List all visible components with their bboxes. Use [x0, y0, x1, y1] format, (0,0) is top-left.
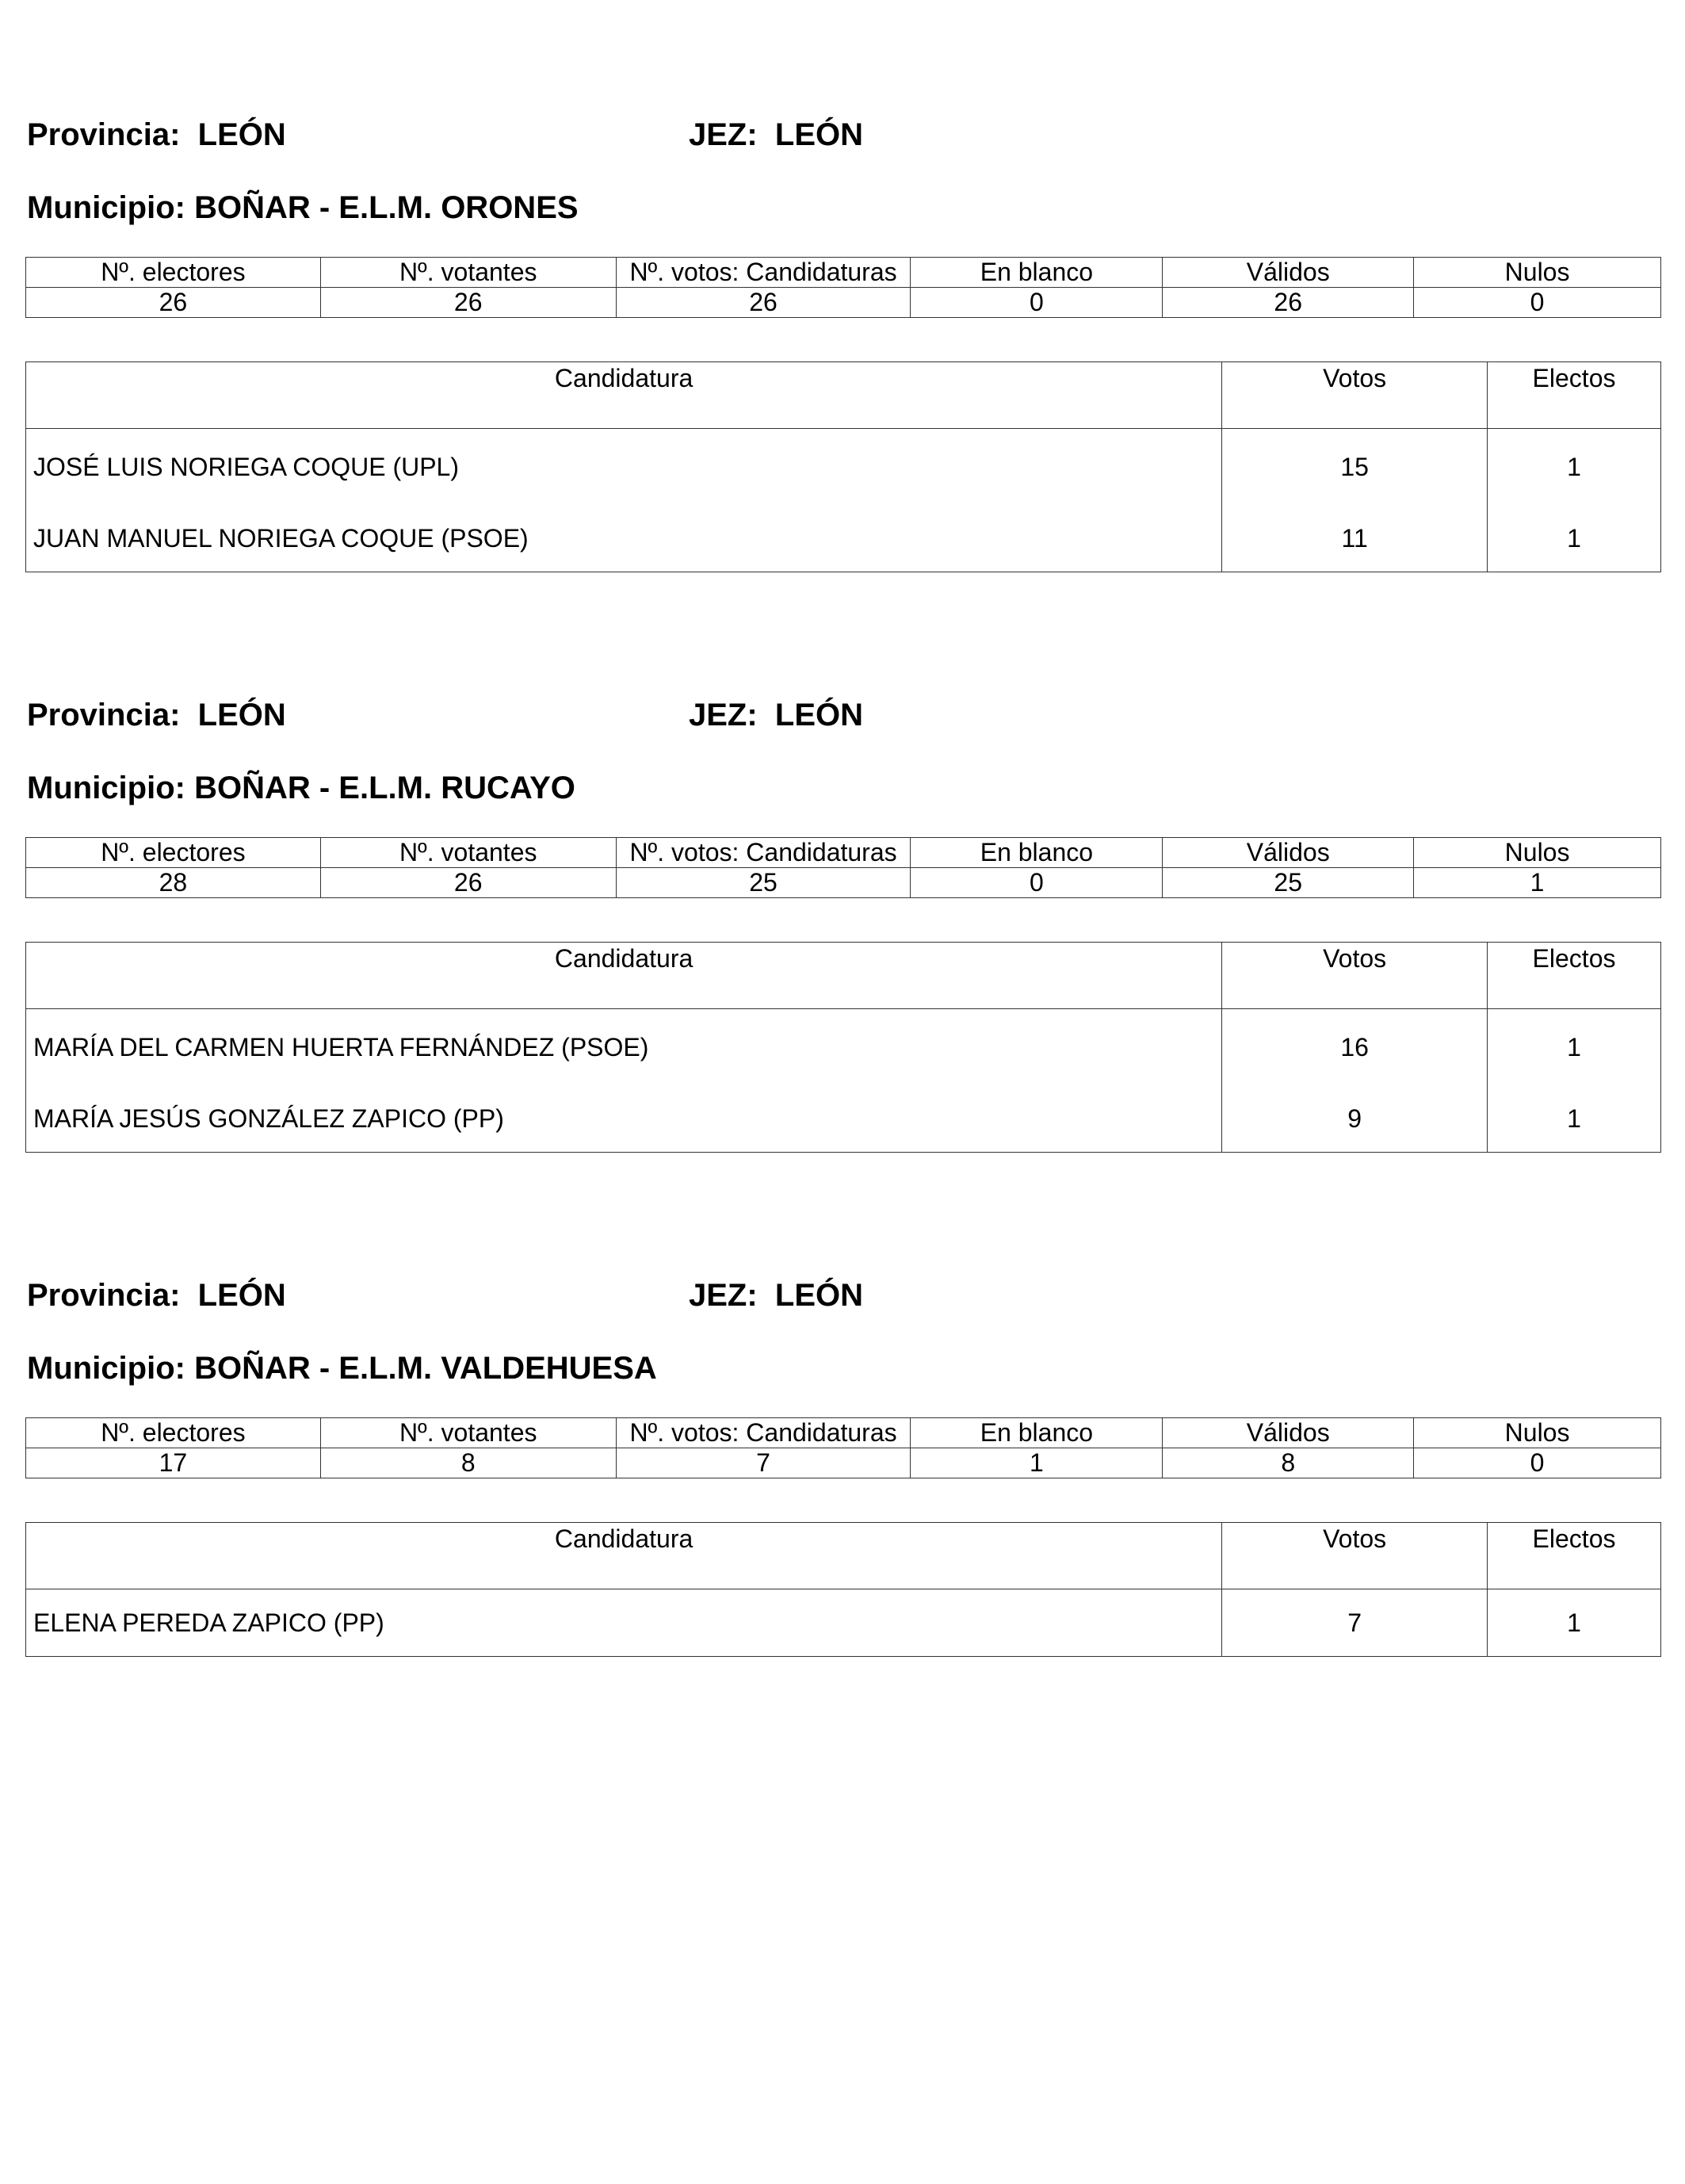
candidate-votos: 15 [1222, 429, 1488, 506]
stats-header-votos-candidaturas: Nº. votos: Candidaturas [616, 1418, 911, 1448]
stats-header-en-blanco: En blanco [911, 838, 1163, 868]
candidate-electos: 1 [1488, 1009, 1661, 1086]
jez-label: JEZ: [689, 117, 758, 152]
candidates-table [25, 942, 1661, 1153]
jez-line [689, 1278, 863, 1314]
votos-header: Votos [1222, 943, 1488, 1009]
municipio-value: BOÑAR - E.L.M. VALDEHUESA [194, 1351, 657, 1386]
stats-header-votantes: Nº. votantes [320, 1418, 616, 1448]
jez-label: JEZ: [689, 1278, 758, 1313]
candidate-electos: 1 [1488, 1085, 1661, 1153]
candidates-header-row [26, 1523, 1661, 1589]
candidate-votos: 11 [1222, 505, 1488, 572]
candidate-row [26, 429, 1661, 506]
stats-en-blanco: 0 [911, 288, 1163, 318]
candidate-row [26, 505, 1661, 572]
stats-header-row [26, 258, 1661, 288]
municipio-title [27, 1351, 657, 1387]
stats-votantes: 26 [320, 868, 616, 898]
stats-table [25, 257, 1661, 318]
stats-header-en-blanco: En blanco [911, 1418, 1163, 1448]
candidatura-header: Candidatura [26, 1523, 1222, 1589]
stats-votos-candidaturas: 25 [616, 868, 911, 898]
stats-electores: 26 [26, 288, 321, 318]
header-line [25, 698, 1661, 737]
candidates-table [25, 361, 1661, 572]
provincia-label: Provincia: [27, 1278, 181, 1313]
stats-electores: 28 [26, 868, 321, 898]
stats-header-electores: Nº. electores [26, 258, 321, 288]
candidates-header-row [26, 943, 1661, 1009]
section-valdehuesa [25, 1278, 1661, 1637]
stats-header-validos: Válidos [1163, 838, 1414, 868]
candidatura-header: Candidatura [26, 362, 1222, 429]
stats-header-votantes: Nº. votantes [320, 258, 616, 288]
stats-header-nulos: Nulos [1414, 258, 1661, 288]
candidate-name: MARÍA DEL CARMEN HUERTA FERNÁNDEZ (PSOE) [26, 1009, 1222, 1086]
jez-line [689, 117, 863, 153]
stats-header-en-blanco: En blanco [911, 258, 1163, 288]
electos-header: Electos [1488, 362, 1661, 429]
municipio-title [27, 190, 579, 226]
candidate-electos: 1 [1488, 429, 1661, 506]
votos-header: Votos [1222, 1523, 1488, 1589]
candidate-row [26, 1085, 1661, 1153]
header-line [25, 117, 1661, 157]
stats-header-votos-candidaturas: Nº. votos: Candidaturas [616, 258, 911, 288]
stats-en-blanco: 0 [911, 868, 1163, 898]
stats-en-blanco: 1 [911, 1448, 1163, 1478]
candidate-name: MARÍA JESÚS GONZÁLEZ ZAPICO (PP) [26, 1085, 1222, 1153]
provincia-label: Provincia: [27, 117, 181, 152]
stats-value-row [26, 288, 1661, 318]
candidate-name: JUAN MANUEL NORIEGA COQUE (PSOE) [26, 505, 1222, 572]
stats-nulos: 0 [1414, 288, 1661, 318]
provincia-value: LEÓN [197, 698, 286, 732]
candidate-row [26, 1009, 1661, 1086]
provincia-value: LEÓN [197, 117, 286, 152]
jez-line [689, 698, 863, 733]
stats-votos-candidaturas: 26 [616, 288, 911, 318]
stats-value-row [26, 1448, 1661, 1478]
stats-validos: 25 [1163, 868, 1414, 898]
municipio-value: BOÑAR - E.L.M. RUCAYO [194, 771, 575, 805]
stats-votantes: 8 [320, 1448, 616, 1478]
electos-header: Electos [1488, 1523, 1661, 1589]
stats-votos-candidaturas: 7 [616, 1448, 911, 1478]
stats-nulos: 1 [1414, 868, 1661, 898]
stats-header-votantes: Nº. votantes [320, 838, 616, 868]
electos-header: Electos [1488, 943, 1661, 1009]
candidates-table [25, 1522, 1661, 1657]
candidate-votos: 16 [1222, 1009, 1488, 1086]
candidate-votos: 9 [1222, 1085, 1488, 1153]
municipio-title [27, 771, 575, 806]
section-rucayo [25, 698, 1661, 1133]
stats-header-electores: Nº. electores [26, 838, 321, 868]
candidatura-header: Candidatura [26, 943, 1222, 1009]
jez-label: JEZ: [689, 698, 758, 732]
provincia-label: Provincia: [27, 698, 181, 732]
stats-electores: 17 [26, 1448, 321, 1478]
provincia-line [27, 117, 286, 153]
header-line [25, 1278, 1661, 1318]
candidate-electos: 1 [1488, 1589, 1661, 1657]
municipio-value: BOÑAR - E.L.M. ORONES [194, 190, 579, 225]
stats-table [25, 1417, 1661, 1478]
jez-value: LEÓN [774, 117, 864, 152]
stats-header-votos-candidaturas: Nº. votos: Candidaturas [616, 838, 911, 868]
stats-header-row [26, 838, 1661, 868]
stats-table [25, 837, 1661, 898]
candidate-electos: 1 [1488, 505, 1661, 572]
candidate-name: JOSÉ LUIS NORIEGA COQUE (UPL) [26, 429, 1222, 506]
stats-header-row [26, 1418, 1661, 1448]
stats-validos: 8 [1163, 1448, 1414, 1478]
stats-header-nulos: Nulos [1414, 838, 1661, 868]
provincia-value: LEÓN [197, 1278, 286, 1313]
provincia-line [27, 698, 286, 733]
municipio-label: Municipio: [27, 190, 185, 225]
stats-votantes: 26 [320, 288, 616, 318]
candidate-votos: 7 [1222, 1589, 1488, 1657]
provincia-line [27, 1278, 286, 1314]
jez-value: LEÓN [774, 1278, 864, 1313]
candidate-row [26, 1589, 1661, 1657]
votos-header: Votos [1222, 362, 1488, 429]
stats-validos: 26 [1163, 288, 1414, 318]
stats-header-validos: Válidos [1163, 1418, 1414, 1448]
jez-value: LEÓN [774, 698, 864, 732]
candidate-name: ELENA PEREDA ZAPICO (PP) [26, 1589, 1222, 1657]
municipio-label: Municipio: [27, 771, 185, 805]
section-orones [25, 117, 1661, 553]
candidates-header-row [26, 362, 1661, 429]
municipio-label: Municipio: [27, 1351, 185, 1386]
stats-header-validos: Válidos [1163, 258, 1414, 288]
stats-nulos: 0 [1414, 1448, 1661, 1478]
stats-header-electores: Nº. electores [26, 1418, 321, 1448]
stats-header-nulos: Nulos [1414, 1418, 1661, 1448]
stats-value-row [26, 868, 1661, 898]
